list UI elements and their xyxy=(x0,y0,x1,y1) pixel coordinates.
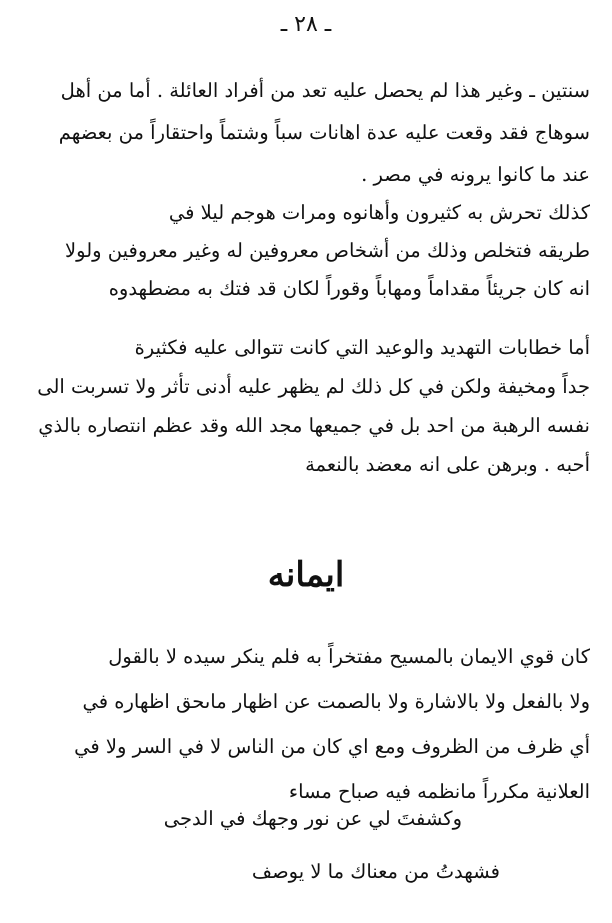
paragraph-harassment-family xyxy=(22,70,590,196)
text-line: أما خطابات التهديد والوعيد التي كانت تتوالى عليه فكثيرة xyxy=(134,336,590,359)
text-line: كان قوي الايمان بالمسيح مفتخراً به فلم ينكر سيده لا بالقول xyxy=(108,645,590,668)
text-line: ولا بالفعل ولا بالاشارة ولا بالصمت عن اظهار ماىحق اظهاره في xyxy=(82,690,590,713)
text-line: عند ما كانوا يرونه في مصر . xyxy=(361,163,590,186)
text-line: سوهاج فقد وقعت عليه عدة اهانات سباً وشتماً واحتقاراً من بعضهم xyxy=(58,121,590,144)
poem-verse: فشهدتُ من معناك ما لا يوصف xyxy=(251,860,500,883)
text-line: نفسه الرهبة من احد بل في جميعها مجد الله وقد عظم انتصاره بالذي xyxy=(38,414,590,437)
text-line: العلانية مكرراً مانظمه فيه صباح مساء xyxy=(288,780,590,803)
page-number: ـ ٢٨ ـ xyxy=(280,12,332,37)
text-line: انه كان جريئاً مقداماً ومهاباً وقوراً لكان قد فتك به مضطهدوه xyxy=(108,277,590,300)
paragraph-faith xyxy=(22,634,590,814)
text-line: كذلك تحرش به كثيرون وأهانوه ومرات هوجم ليلا في xyxy=(168,201,590,224)
text-line: سنتين ـ وغير هذا لم يحصل عليه تعد من أفراد العائلة . أما من أهل xyxy=(60,79,590,102)
poem-verse: وكشفتَ لي عن نور وجهك في الدجى xyxy=(163,807,462,830)
section-heading: ايمانه xyxy=(267,555,345,595)
text-line: جداً ومخيفة ولكن في كل ذلك لم يظهر عليه أدنى تأثر ولا تسربت الى xyxy=(37,375,590,398)
text-line: أحبه . وبرهن على انه معضد بالنعمة xyxy=(305,453,590,476)
text-line: طريقه فتخلص وذلك من أشخاص معروفين له وغير معروفين ولولا xyxy=(65,239,590,262)
paragraph-attacks xyxy=(22,194,590,308)
paragraph-threat-letters xyxy=(22,328,590,484)
text-line: أي ظرف من الظروف ومع اي كان من الناس لا في السر ولا في xyxy=(74,735,590,758)
